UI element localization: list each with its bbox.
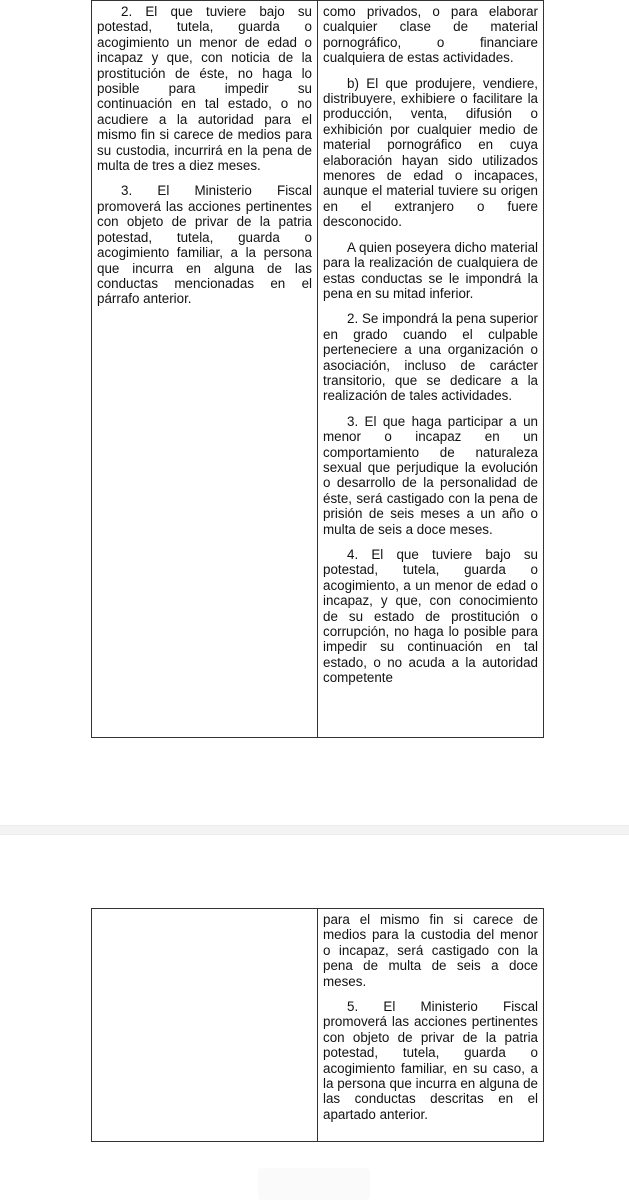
- right-paragraph-3: 3. El que haga participar a un menor o incapaz en un comportamiento de naturaleza sexual que perjudique la evolución o desarrollo de la personalidad de éste, será castigado con la pena de prisión de seis meses a un año o multa de seis a doce meses.: [323, 413, 538, 537]
- page-footer-mark: [258, 1168, 370, 1200]
- comparison-table-page-2: [91, 908, 544, 1142]
- left-column-cell-empty: [92, 909, 318, 1142]
- right-paragraph-b: b) El que produjere, vendiere, distribuyere, exhibiere o facilitare la producción, venta, difusión o exhibición por cualquier medio de material pornográfico en cuya elaboración hayan sido utilizados menores de edad o incapaces, aunque el material tuviere su origen en el extranjero o fuere desconocido.: [323, 75, 538, 230]
- left-column-cell: [92, 1, 318, 738]
- table-row: [92, 1, 544, 738]
- right-paragraph-4: 4. El que tuviere bajo su potestad, tutela, guarda o acogimiento, a un menor de edad o incapaz, y que, con conocimiento de su estado de prostitución o corrupción, no haga lo posible para impedir su continuación en tal estado, o no acuda a la autoridad competente: [323, 547, 538, 686]
- right-paragraph-continuation: para el mismo fin si carece de medios para la custodia del menor o incapaz, será castigado con la pena de multa de seis a doce meses.: [323, 912, 538, 989]
- right-paragraph-5: 5. El Ministerio Fiscal promoverá las acciones pertinentes con objeto de privar de la patria potestad, tutela, guarda o acogimiento familiar, en su caso, a la persona que incurra en alguna de las conductas descritas en el apartado anterior.: [323, 999, 538, 1122]
- page-separator: [0, 825, 629, 835]
- right-column-cell: [318, 1, 544, 738]
- left-paragraph-3: 3. El Ministerio Fiscal promoverá las acciones pertinentes con objeto de privar de la patria potestad, tutela, guarda o acogimiento familiar, a la persona que incurra en alguna de las conductas mencionadas en el párrafo anterior.: [97, 183, 312, 307]
- right-column-cell: [318, 909, 544, 1142]
- right-paragraph-2: 2. Se impondrá la pena superior en grado cuando el culpable perteneciere a una organización o asociación, incluso de carácter transitorio, que se dedicare a la realización de tales actividades.: [323, 311, 538, 404]
- comparison-table-page-1: [91, 0, 544, 738]
- left-paragraph-2: 2. El que tuviere bajo su potestad, tutela, guarda o acogimiento un menor de edad o incapaz y que, con noticia de la prostitución de éste, no haga lo posible para impedir su continuación en tal estado, o no acudiere a la autoridad para el mismo fin si carece de medios para su custodia, incurrirá en la pena de multa de tres a diez meses.: [97, 4, 312, 174]
- table-row: [92, 909, 544, 1142]
- right-paragraph-posesion: A quien poseyera dicho material para la realización de cualquiera de estas conductas se le impondrá la pena en su mitad inferior.: [323, 239, 538, 301]
- right-paragraph-continuation: como privados, o para elaborar cualquier clase de material pornográfico, o financiare cualquiera de estas actividades.: [323, 4, 538, 66]
